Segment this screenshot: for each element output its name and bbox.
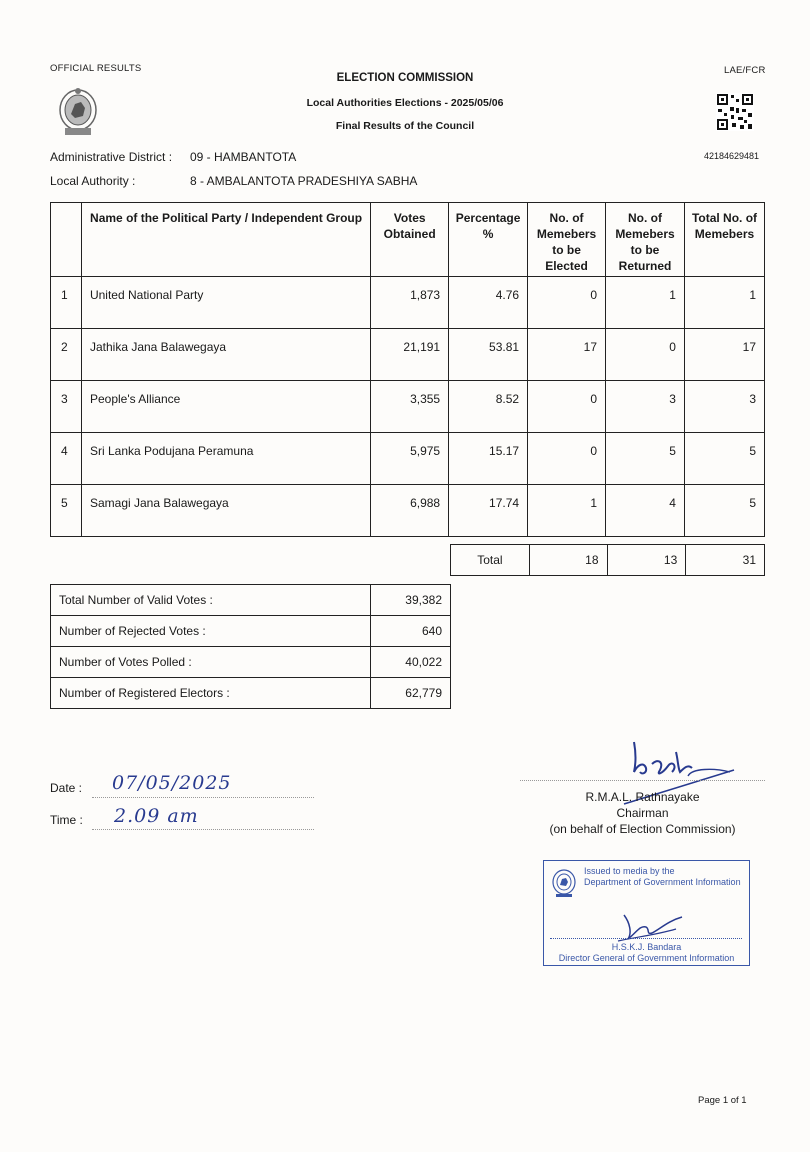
national-emblem-icon bbox=[57, 86, 99, 138]
totals-label: Total bbox=[451, 545, 530, 576]
signatory-name: R.M.A.L. Rathnayake bbox=[585, 790, 700, 804]
stamp-emblem-icon bbox=[551, 868, 577, 898]
authority-label: Local Authority : bbox=[50, 174, 136, 188]
percentage-cell: 53.81 bbox=[449, 329, 528, 381]
summary-label: Number of Rejected Votes : bbox=[51, 616, 371, 647]
elected-cell: 0 bbox=[528, 277, 606, 329]
summary-value: 40,022 bbox=[371, 647, 451, 678]
table-row bbox=[51, 485, 765, 537]
votes-cell: 6,988 bbox=[371, 485, 449, 537]
page-subtitle-2: Final Results of the Council bbox=[335, 120, 475, 132]
votes-cell: 1,873 bbox=[371, 277, 449, 329]
col-header-returned: No. of Memebers to be Returned bbox=[606, 203, 685, 277]
director-signature bbox=[616, 911, 686, 945]
qr-code-icon bbox=[716, 93, 754, 131]
summary-row bbox=[51, 678, 451, 709]
date-line bbox=[92, 796, 314, 798]
summary-label: Number of Registered Electors : bbox=[51, 678, 371, 709]
totals-row bbox=[451, 545, 765, 576]
party-name: United National Party bbox=[81, 277, 370, 329]
elected-cell: 1 bbox=[528, 485, 606, 537]
summary-row bbox=[51, 616, 451, 647]
summary-row bbox=[51, 647, 451, 678]
total-members-cell: 1 bbox=[684, 277, 764, 329]
district-label: Administrative District : bbox=[50, 150, 173, 164]
party-name: Jathika Jana Balawegaya bbox=[81, 329, 370, 381]
page-subtitle: Local Authorities Elections - 2025/05/06 bbox=[306, 97, 504, 109]
signature-line bbox=[520, 779, 765, 781]
date-label: Date : bbox=[50, 781, 83, 795]
government-info-stamp bbox=[543, 860, 750, 966]
document-number: 42184629481 bbox=[704, 151, 760, 161]
row-index: 2 bbox=[51, 329, 82, 381]
returned-cell: 5 bbox=[606, 433, 685, 485]
table-row bbox=[51, 277, 765, 329]
summary-table bbox=[50, 584, 451, 709]
party-name: People's Alliance bbox=[81, 381, 370, 433]
row-index: 3 bbox=[51, 381, 82, 433]
authority-value: 8 - AMBALANTOTA PRADESHIYA SABHA bbox=[190, 174, 418, 188]
returned-cell: 1 bbox=[606, 277, 685, 329]
col-header-total: Total No. of Memebers bbox=[684, 203, 764, 277]
col-header-percentage: Percentage % bbox=[449, 203, 528, 277]
votes-cell: 21,191 bbox=[371, 329, 449, 381]
row-index: 4 bbox=[51, 433, 82, 485]
time-label: Time : bbox=[50, 813, 83, 827]
stamp-signature-line bbox=[550, 937, 742, 939]
col-header-votes: Votes Obtained bbox=[371, 203, 449, 277]
totals-table bbox=[450, 544, 765, 576]
summary-label: Total Number of Valid Votes : bbox=[51, 585, 371, 616]
totals-elected: 18 bbox=[529, 545, 607, 576]
col-header-party: Name of the Political Party / Independent Group bbox=[81, 203, 370, 277]
returned-cell: 3 bbox=[606, 381, 685, 433]
summary-value: 39,382 bbox=[371, 585, 451, 616]
signatory-title: Chairman bbox=[616, 806, 669, 820]
date-value: 07/05/2025 bbox=[112, 772, 232, 794]
totals-returned: 13 bbox=[607, 545, 686, 576]
stamp-line-2: Department of Government Information bbox=[584, 877, 741, 887]
total-members-cell: 17 bbox=[684, 329, 764, 381]
official-results-label: OFFICIAL RESULTS bbox=[50, 63, 142, 74]
stamp-signatory-name: H.S.K.J. Bandara bbox=[611, 942, 682, 952]
summary-value: 62,779 bbox=[371, 678, 451, 709]
stamp-line-1: Issued to media by the bbox=[584, 866, 675, 876]
form-code: LAE/FCR bbox=[724, 65, 766, 76]
page-title: ELECTION COMMISSION bbox=[336, 72, 474, 84]
percentage-cell: 15.17 bbox=[449, 433, 528, 485]
summary-label: Number of Votes Polled : bbox=[51, 647, 371, 678]
returned-cell: 4 bbox=[606, 485, 685, 537]
summary-value: 640 bbox=[371, 616, 451, 647]
percentage-cell: 8.52 bbox=[449, 381, 528, 433]
returned-cell: 0 bbox=[606, 329, 685, 381]
time-value: 2.09 am bbox=[114, 805, 199, 827]
signatory-org: (on behalf of Election Commission) bbox=[549, 822, 736, 836]
row-index: 5 bbox=[51, 485, 82, 537]
total-members-cell: 3 bbox=[684, 381, 764, 433]
summary-row bbox=[51, 585, 451, 616]
stamp-signatory-title: Director General of Government Information bbox=[558, 953, 735, 963]
district-value: 09 - HAMBANTOTA bbox=[190, 150, 297, 164]
totals-total: 31 bbox=[686, 545, 765, 576]
percentage-cell: 4.76 bbox=[449, 277, 528, 329]
total-members-cell: 5 bbox=[684, 485, 764, 537]
elected-cell: 0 bbox=[528, 381, 606, 433]
table-header-row bbox=[51, 203, 765, 277]
page-number: Page 1 of 1 bbox=[698, 1095, 747, 1106]
table-row bbox=[51, 329, 765, 381]
table-row bbox=[51, 381, 765, 433]
votes-cell: 5,975 bbox=[371, 433, 449, 485]
total-members-cell: 5 bbox=[684, 433, 764, 485]
votes-cell: 3,355 bbox=[371, 381, 449, 433]
col-header-index bbox=[51, 203, 82, 277]
elected-cell: 17 bbox=[528, 329, 606, 381]
party-name: Sri Lanka Podujana Peramuna bbox=[81, 433, 370, 485]
col-header-elected: No. of Memebers to be Elected bbox=[528, 203, 606, 277]
row-index: 1 bbox=[51, 277, 82, 329]
party-name: Samagi Jana Balawegaya bbox=[81, 485, 370, 537]
time-line bbox=[92, 828, 314, 830]
elected-cell: 0 bbox=[528, 433, 606, 485]
results-table bbox=[50, 202, 765, 537]
table-row bbox=[51, 433, 765, 485]
percentage-cell: 17.74 bbox=[449, 485, 528, 537]
